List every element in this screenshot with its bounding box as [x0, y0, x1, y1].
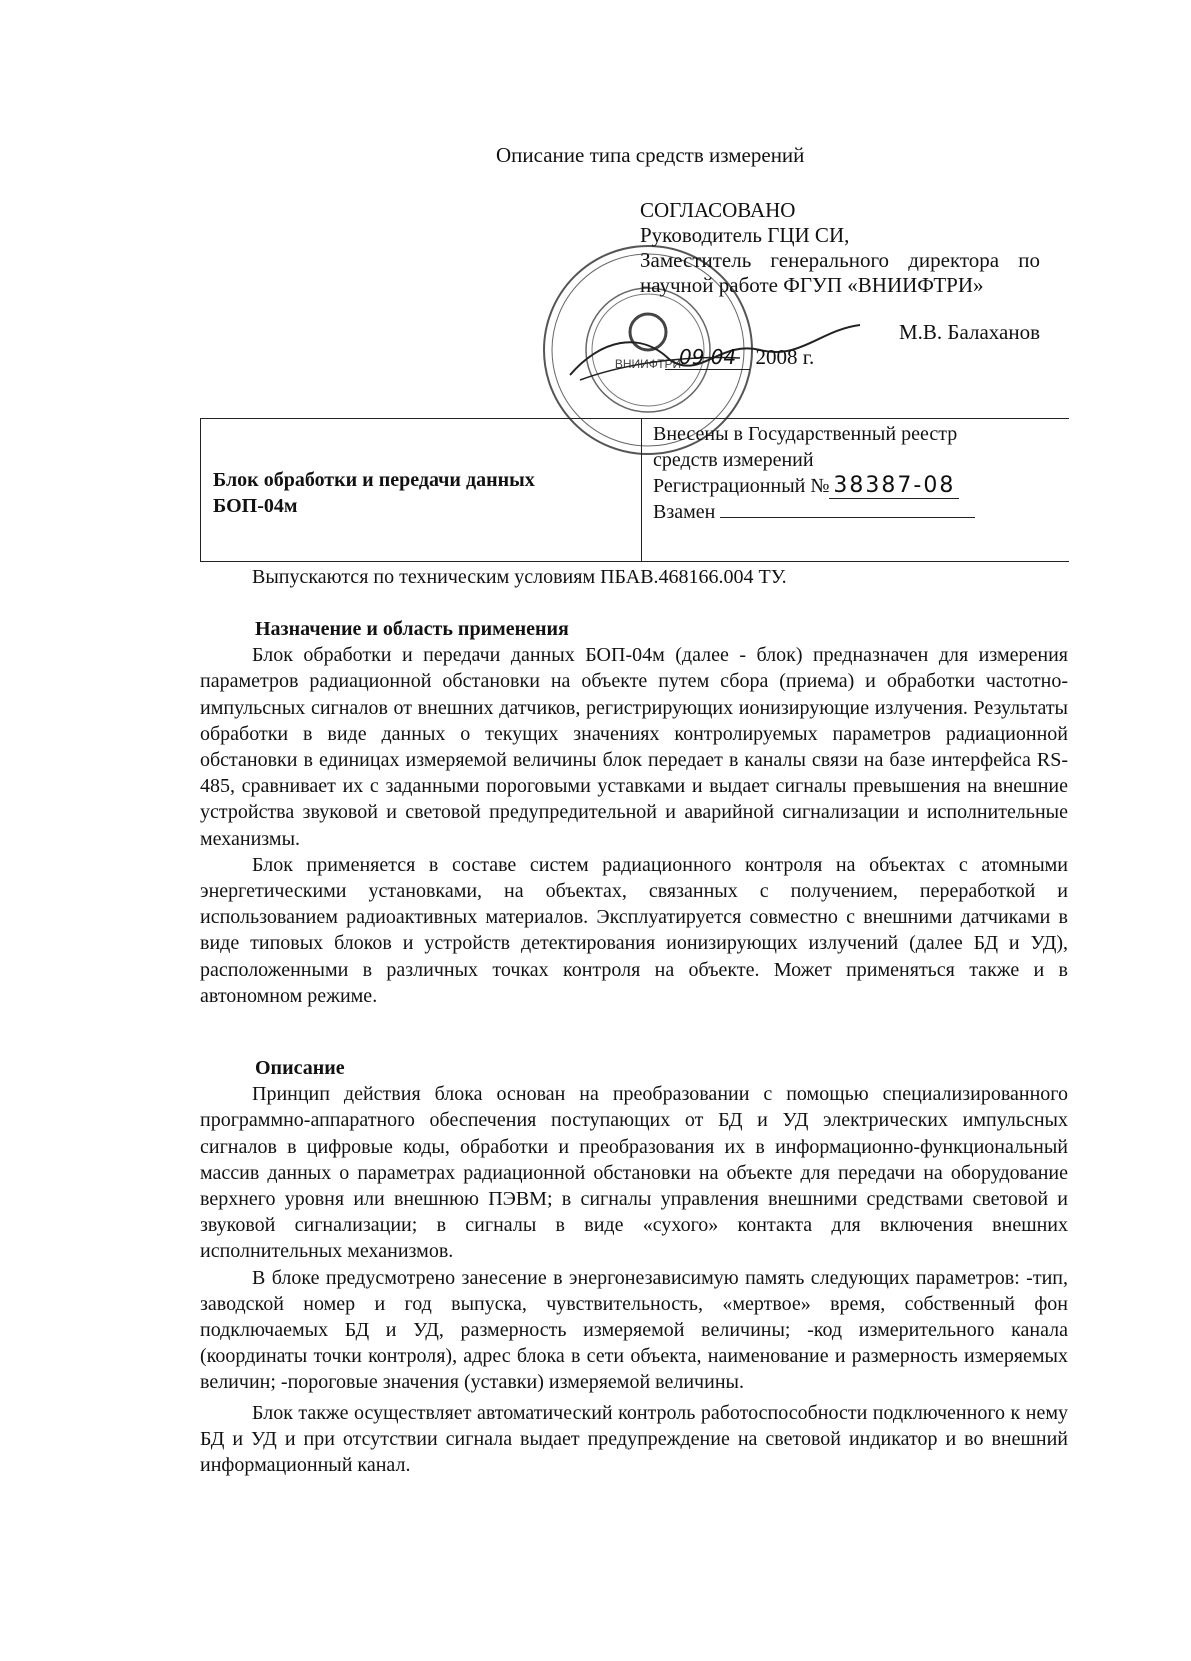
paragraph: Блок применяется в составе систем радиационного контроля на объектах с атомными энергетическими установками, на объектах, связанных с получением, переработкой и использованием радиоактивных материалов. Эксплуатируется совместно с внешними датчиками в виде типовых блоков и устройств детектирования ионизирующих излучений (далее БД и УД), расположенными в различных точках контроля на объекте. Может применяться также и в автономном режиме.: [200, 853, 1068, 1007]
approval-block: [640, 198, 1040, 370]
paragraph: В блоке предусмотрено занесение в энергонезависимую память следующих параметров: -тип, заводской номер и год выпуска, чувствительность, «мертвое» время, собственный фон подключаемых БД и УД, размерность измеряемой величины; -код измерительного канала (координаты точки контроля), адрес блока в сети объекта, наименование и размерность измеряемых величин; -пороговые значения (уставки) измеряемой величины.: [200, 1266, 1068, 1394]
header-table: [200, 418, 1069, 562]
paragraph: Блок также осуществляет автоматический контроль работоспособности подключенного к нему БД и УД и при отсутствии сигнала выдает предупреждение на световой индикатор и во внешний информационный канал.: [200, 1401, 1068, 1477]
document-title: Описание типа средств измерений: [496, 143, 805, 167]
registry-label: Регистрационный №: [653, 475, 830, 497]
approval-signatory: М.В. Балаханов: [899, 320, 1040, 344]
device-model: БОП-04м: [213, 495, 298, 517]
approval-position-3: научной работе ФГУП «ВНИИФТРИ»: [640, 273, 984, 297]
paragraph: Блок обработки и передачи данных БОП-04м (далее - блок) предназначен для измерения параметров радиационной обстановки на объекте путем сбора (приема) и обработки частотно-импульсных сигналов от внешних датчиков, регистрирующих ионизирующие излучения. Результаты обработки в виде данных о текущих значениях контролируемых параметров радиационной обстановки в единицах измеряемой величины блок передает в каналы связи на базе интерфейса RS-485, сравнивает их с заданными пороговыми уставками и выдает сигналы превышения на внешние устройства звуковой и световой предупредительной и аварийной сигнализации и исполнительные механизмы.: [200, 644, 1068, 850]
device-name: Блок обработки и передачи данных: [213, 469, 535, 491]
section-heading: Назначение и область применения: [255, 618, 569, 640]
registry-cell: [653, 421, 975, 525]
approval-position-2: Заместитель генерального директора по: [640, 248, 1040, 272]
section-heading: Описание: [255, 1057, 345, 1079]
approval-year: 2008 г.: [755, 345, 815, 369]
device-name-cell: [201, 419, 642, 561]
registry-line-2: средств измерений: [653, 449, 814, 471]
registry-number: 38387-08: [829, 473, 959, 499]
approval-heading: СОГЛАСОВАНО: [640, 198, 796, 222]
paragraph: Принцип действия блока основан на преобразовании с помощью специализированного программно-аппаратного обеспечения поступающих от БД и УД электрических импульсных сигналов в цифровые коды, обработки и преобразования их в информационно-функциональный массив данных о параметрах радиационной обстановки на объекте для передачи на оборудование верхнего уровня или внешнюю ПЭВМ; в сигналы управления внешними средствами световой и звуковой сигнализации; в сигналы в виде «сухого» контакта для включения внешних исполнительных механизмов.: [200, 1083, 1068, 1263]
svg-text:ВНИИФТРИ: ВНИИФТРИ: [614, 357, 682, 371]
section-purpose: [200, 616, 1068, 1009]
replaces-label: Взамен: [653, 501, 716, 523]
registry-line-1: Внесены в Государственный реестр: [653, 423, 958, 445]
approval-position-1: Руководитель ГЦИ СИ,: [640, 223, 850, 247]
spec-line: Выпускаются по техническим условиям ПБАВ.468166.004 ТУ.: [252, 566, 787, 588]
section-description: [200, 1055, 1068, 1478]
approval-date: 09 04: [665, 345, 750, 370]
replaces-blank: [720, 501, 975, 518]
